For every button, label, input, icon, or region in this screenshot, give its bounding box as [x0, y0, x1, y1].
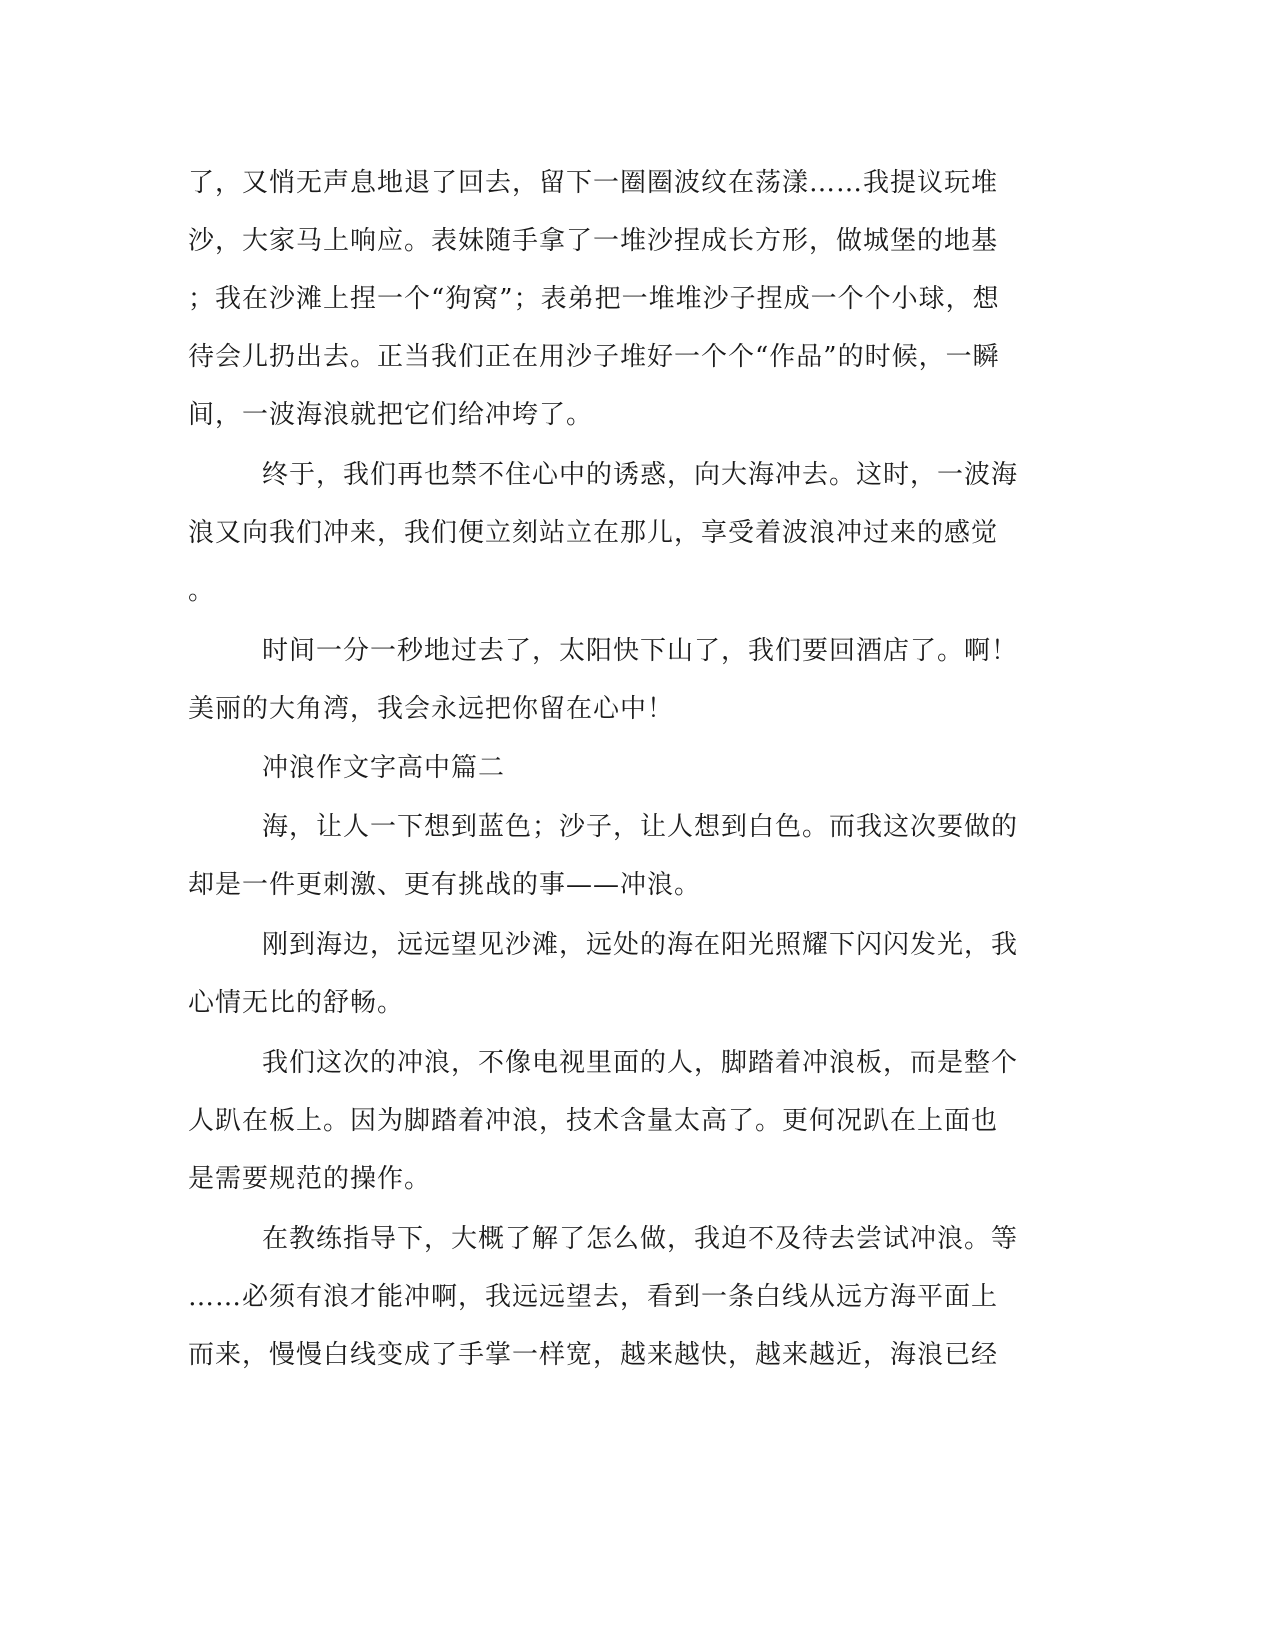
text-line: 美丽的大角湾，我会永远把你留在心中！ — [188, 694, 675, 724]
text-line: 间，一波海浪就把它们给冲垮了。 — [188, 400, 594, 430]
text-line: ；我在沙滩上捏一个“狗窝”；表弟把一堆堆沙子捏成一个个小球，想 — [188, 284, 1000, 314]
text-line: 待会儿扔出去。正当我们正在用沙子堆好一个个“作品”的时候，一瞬 — [188, 342, 1000, 372]
text-line: 了，又悄无声息地退了回去，留下一圈圈波纹在荡漾……我提议玩堆 — [188, 168, 999, 198]
section-heading: 冲浪作文字高中篇二 — [262, 753, 506, 783]
text-line: 是需要规范的操作。 — [188, 1164, 432, 1194]
text-line: ……必须有浪才能冲啊，我远远望去，看到一条白线从远方海平面上 — [188, 1282, 999, 1312]
text-line: 沙，大家马上响应。表妹随手拿了一堆沙捏成长方形，做城堡的地基 — [188, 226, 999, 256]
text-line: 浪又向我们冲来，我们便立刻站立在那儿，享受着波浪冲过来的感觉 — [188, 518, 999, 548]
text-line: 心情无比的舒畅。 — [188, 988, 405, 1018]
text-line: 刚到海边，远远望见沙滩，远处的海在阳光照耀下闪闪发光，我 — [262, 930, 1019, 960]
text-line: 我们这次的冲浪，不像电视里面的人，脚踏着冲浪板，而是整个 — [262, 1048, 1019, 1078]
text-line: 却是一件更刺激、更有挑战的事——冲浪。 — [188, 870, 702, 900]
text-line: 海，让人一下想到蓝色；沙子，让人想到白色。而我这次要做的 — [262, 812, 1019, 842]
text-line: 时间一分一秒地过去了，太阳快下山了，我们要回酒店了。啊！ — [262, 636, 1019, 666]
text-line: 在教练指导下，大概了解了怎么做，我迫不及待去尝试冲浪。等 — [262, 1224, 1019, 1254]
text-line: 而来，慢慢白线变成了手掌一样宽，越来越快，越来越近，海浪已经 — [188, 1340, 999, 1370]
text-line: 终于，我们再也禁不住心中的诱惑，向大海冲去。这时，一波海 — [262, 460, 1019, 490]
text-line: 。 — [188, 576, 216, 606]
text-line: 人趴在板上。因为脚踏着冲浪，技术含量太高了。更何况趴在上面也 — [188, 1106, 999, 1136]
